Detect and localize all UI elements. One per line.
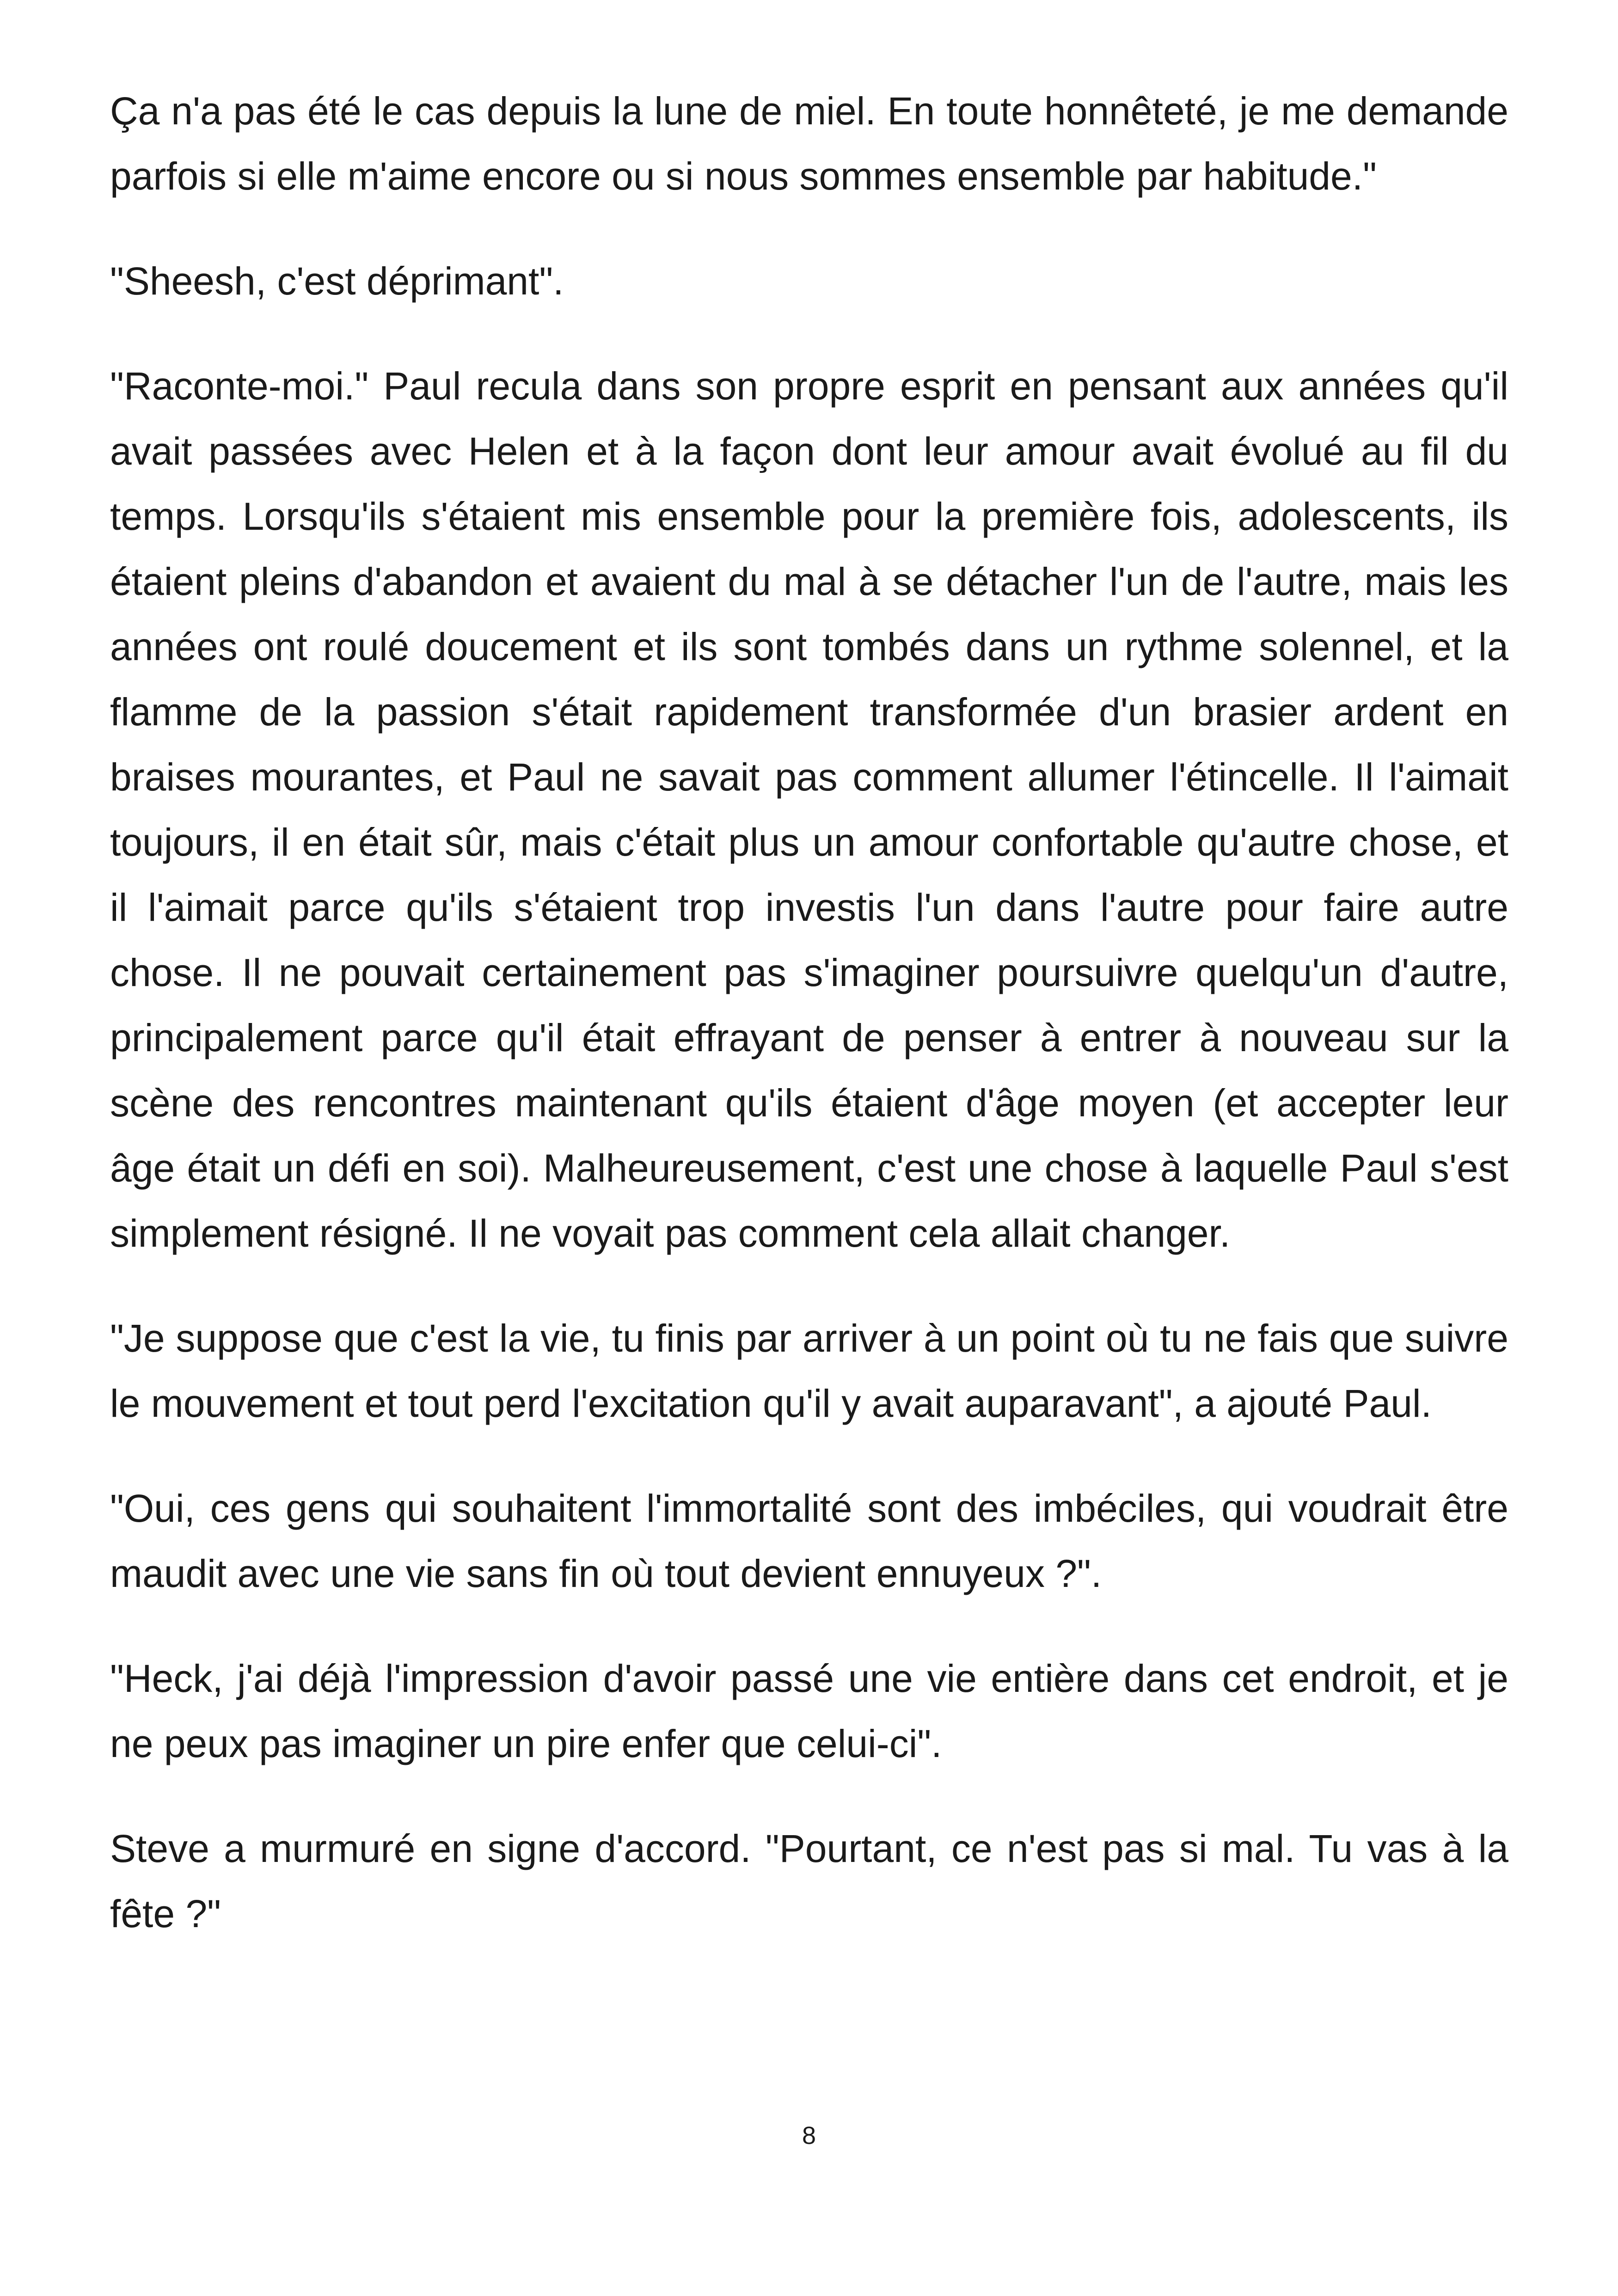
paragraph-4: "Je suppose que c'est la vie, tu finis par arriver à un point où tu ne fais que suivre le mouvement et tout perd l'excitation qu'il y avait auparavant", a ajouté Paul. <box>110 1316 1508 1425</box>
page-number: 8 <box>802 2122 816 2149</box>
body-text <box>110 79 1508 1986</box>
paragraph-7: Steve a murmuré en signe d'accord. "Pourtant, ce n'est pas si mal. Tu vas à la fête ?" <box>110 1827 1508 1935</box>
paragraph-5: "Oui, ces gens qui souhaitent l'immortalité sont des imbéciles, qui voudrait être maudit avec une vie sans fin où tout devient ennuyeux ?". <box>110 1487 1508 1595</box>
paragraph-1: Ça n'a pas été le cas depuis la lune de miel. En toute honnêteté, je me demande parfois si elle m'aime encore ou si nous sommes ensemble par habitude." <box>110 89 1508 198</box>
paragraph-3: "Raconte-moi." Paul recula dans son propre esprit en pensant aux années qu'il avait passées avec Helen et à la façon dont leur amour avait évolué au fil du temps. Lorsqu'ils s'étaient mis ensemble pour la première fois, adolescents, ils étaient pleins d'abandon et avaient du mal à se détacher l'un de l'autre, mais les années ont roulé doucement et ils sont tombés dans un rythme solennel, et la flamme de la passion s'était rapidement transformée d'un brasier ardent en braises mourantes, et Paul ne savait pas comment allumer l'étincelle. Il l'aimait toujours, il en était sûr, mais c'était plus un amour confortable qu'autre chose, et il l'aimait parce qu'ils s'étaient trop investis l'un dans l'autre pour faire autre chose. Il ne pouvait certainement pas s'imaginer poursuivre quelqu'un d'autre, principalement parce qu'il était effrayant de penser à entrer à nouveau sur la scène des rencontres maintenant qu'ils étaient d'âge moyen (et accepter leur âge était un défi en soi). Malheureusement, c'est une chose à laquelle Paul s'est simplement résigné. Il ne voyait pas comment cela allait changer. <box>110 364 1508 1255</box>
paragraph-6: "Heck, j'ai déjà l'impression d'avoir passé une vie entière dans cet endroit, et je ne peux pas imaginer un pire enfer que celui-ci". <box>110 1657 1508 1765</box>
paragraph-2: "Sheesh, c'est déprimant". <box>110 259 564 303</box>
